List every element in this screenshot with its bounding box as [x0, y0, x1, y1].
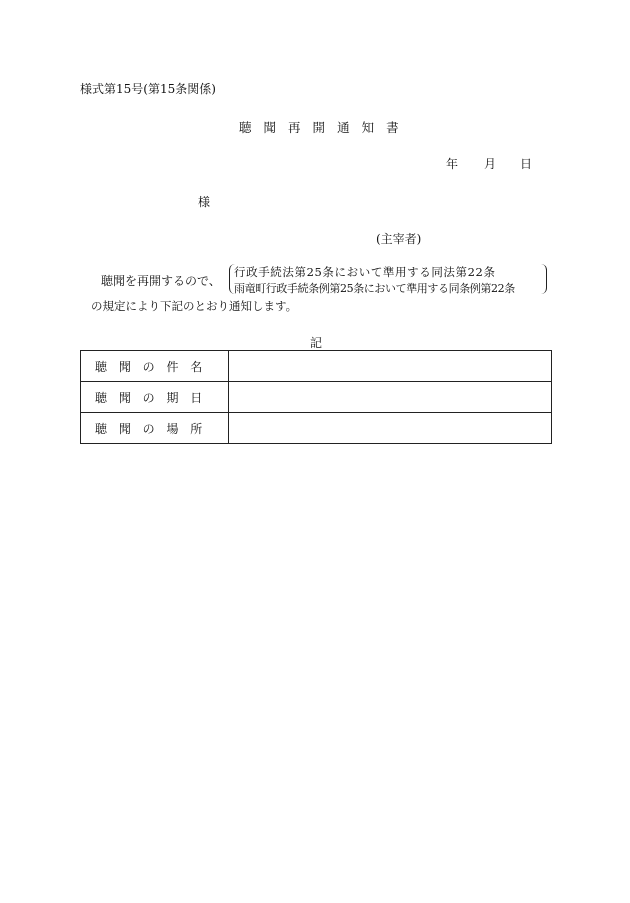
row-label-subject	[81, 351, 229, 382]
form-number: 様式第15号(第15条関係)	[80, 82, 216, 96]
host-label: (主宰者)	[376, 232, 422, 246]
note-heading: 記	[310, 336, 323, 350]
label-text: 聴 聞 の 場 所	[95, 421, 207, 436]
row-label-place	[81, 413, 229, 444]
body-tail: の規定により下記のとおり通知します。	[91, 299, 298, 313]
date-line	[446, 155, 532, 172]
law-option-1: 行政手続法第25条において準用する同法第22条	[234, 265, 496, 279]
label-text: 聴 聞 の 期 日	[95, 390, 207, 405]
row-value-subject[interactable]	[229, 351, 552, 382]
table-row	[81, 351, 552, 382]
date-month: 月	[484, 157, 497, 171]
title-char: 通	[337, 120, 350, 135]
table-row	[81, 413, 552, 444]
row-value-place[interactable]	[229, 413, 552, 444]
document-title	[239, 118, 411, 136]
title-char: 開	[312, 120, 326, 135]
items-table	[80, 350, 552, 444]
label-text: 聴 聞 の 件 名	[95, 359, 207, 374]
date-year: 年	[446, 157, 459, 171]
row-label-date	[81, 382, 229, 413]
title-char: 聞	[263, 120, 277, 135]
table-row	[81, 382, 552, 413]
addressee-suffix: 様	[198, 195, 211, 209]
date-day: 日	[520, 157, 533, 171]
title-char: 再	[288, 120, 301, 135]
law-option-2: 雨竜町行政手続条例第25条において準用する同条例第22条	[234, 282, 515, 295]
row-value-date[interactable]	[229, 382, 552, 413]
body-lead: 聴聞を再開するので、	[101, 274, 221, 288]
title-char: 知	[361, 120, 375, 135]
title-char: 書	[386, 120, 399, 135]
title-char: 聴	[239, 120, 252, 135]
